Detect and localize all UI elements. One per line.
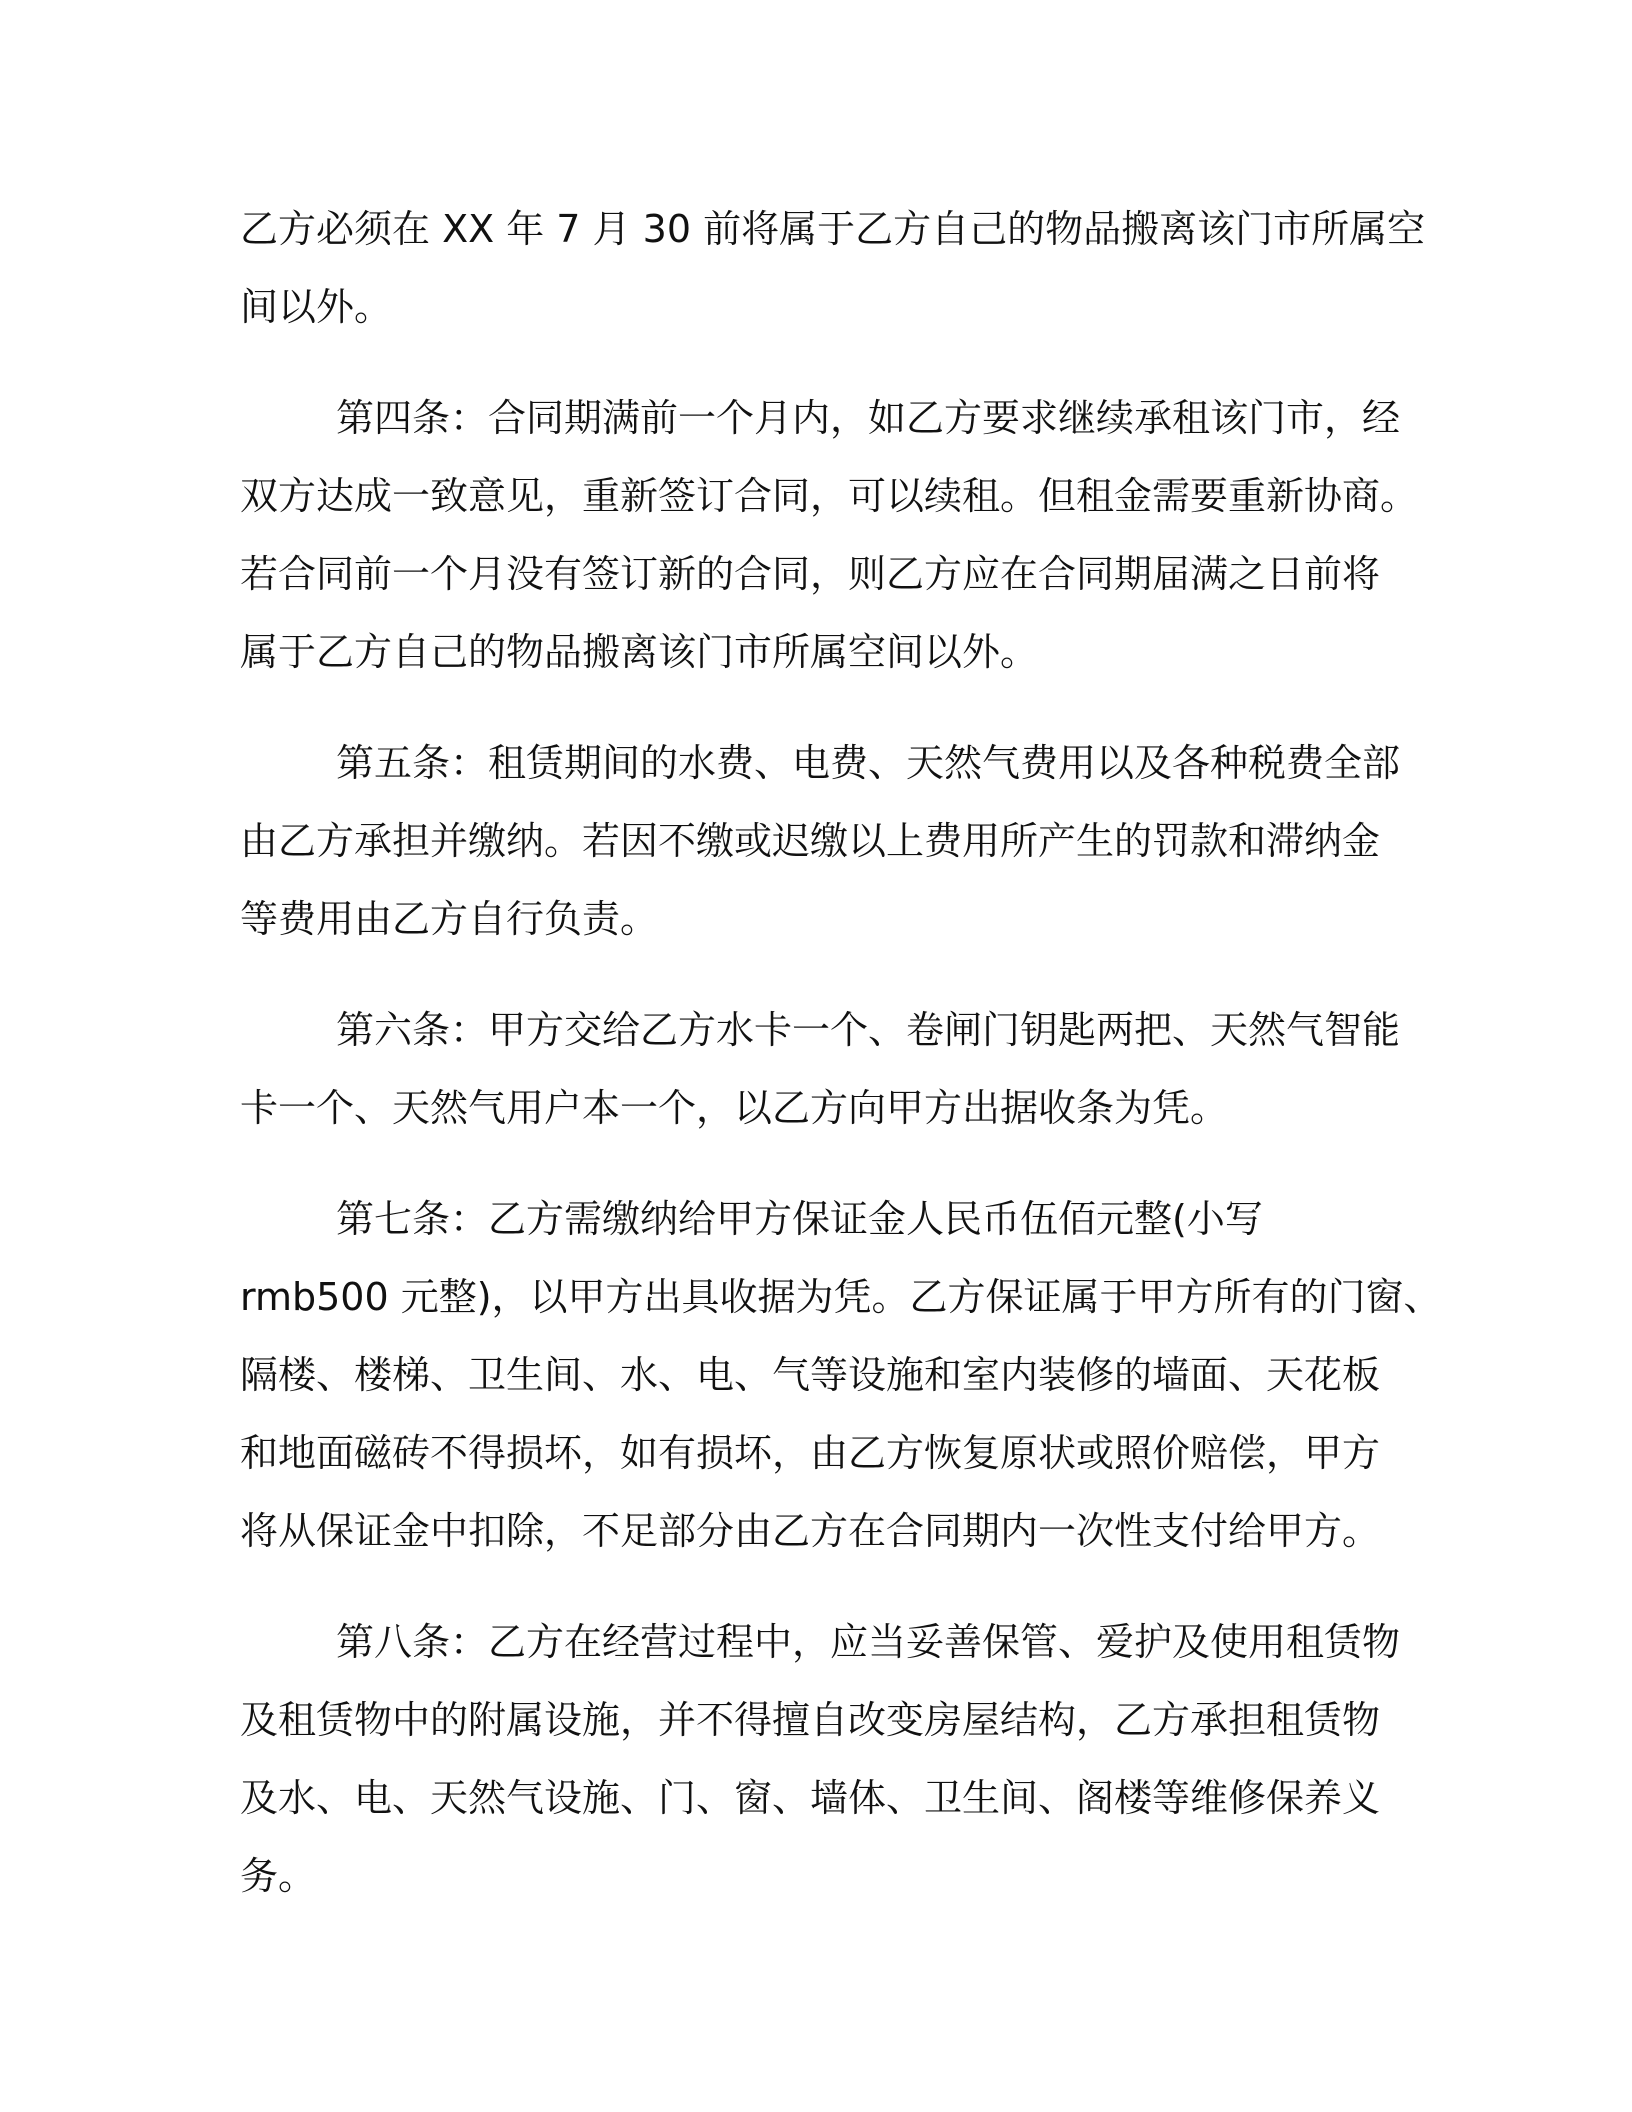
paragraph-article-8 <box>240 1603 1400 1915</box>
text-line: 乙方必须在 XX 年 7 月 30 前将属于乙方自己的物品搬离该门市所属空 <box>240 207 1426 251</box>
paragraph-continuation <box>240 190 1426 346</box>
text-line: 等费用由乙方自行负责。 <box>240 897 659 941</box>
paragraph-article-4 <box>240 379 1419 691</box>
text-line: 若合同前一个月没有签订新的合同，则乙方应在合同期届满之日前将 <box>240 552 1381 596</box>
text-line: 第五条：租赁期间的水费、电费、天然气费用以及各种税费全部 <box>336 741 1401 785</box>
text-line: 第七条：乙方需缴纳给甲方保证金人民币伍佰元整(小写 <box>336 1197 1263 1241</box>
text-line: 第八条：乙方在经营过程中，应当妥善保管、爱护及使用租赁物 <box>336 1620 1401 1664</box>
text-line: 第六条：甲方交给乙方水卡一个、卷闸门钥匙两把、天然气智能 <box>336 1008 1401 1052</box>
text-line: 和地面磁砖不得损坏，如有损坏，由乙方恢复原状或照价赔偿，甲方 <box>240 1431 1381 1475</box>
text-line: 第四条：合同期满前一个月内，如乙方要求继续承租该门市，经 <box>336 396 1401 440</box>
text-line: 间以外。 <box>240 285 393 329</box>
document-page <box>240 190 1442 1948</box>
text-line: 及水、电、天然气设施、门、窗、墙体、卫生间、阁楼等维修保养义 <box>240 1776 1381 1820</box>
text-line: rmb500 元整)，以甲方出具收据为凭。乙方保证属于甲方所有的门窗、 <box>240 1275 1442 1319</box>
text-line: 卡一个、天然气用户本一个，以乙方向甲方出据收条为凭。 <box>240 1086 1229 1130</box>
text-line: 由乙方承担并缴纳。若因不缴或迟缴以上费用所产生的罚款和滞纳金 <box>240 819 1381 863</box>
paragraph-article-5 <box>240 724 1400 958</box>
paragraph-article-6 <box>240 991 1400 1147</box>
text-line: 将从保证金中扣除，不足部分由乙方在合同期内一次性支付给甲方。 <box>240 1509 1381 1553</box>
paragraph-article-7 <box>240 1180 1442 1570</box>
text-line: 属于乙方自己的物品搬离该门市所属空间以外。 <box>240 630 1039 674</box>
text-line: 及租赁物中的附属设施，并不得擅自改变房屋结构，乙方承担租赁物 <box>240 1698 1381 1742</box>
text-line: 隔楼、楼梯、卫生间、水、电、气等设施和室内装修的墙面、天花板 <box>240 1353 1381 1397</box>
text-line: 双方达成一致意见，重新签订合同，可以续租。但租金需要重新协商。 <box>240 474 1419 518</box>
text-line: 务。 <box>240 1854 317 1898</box>
